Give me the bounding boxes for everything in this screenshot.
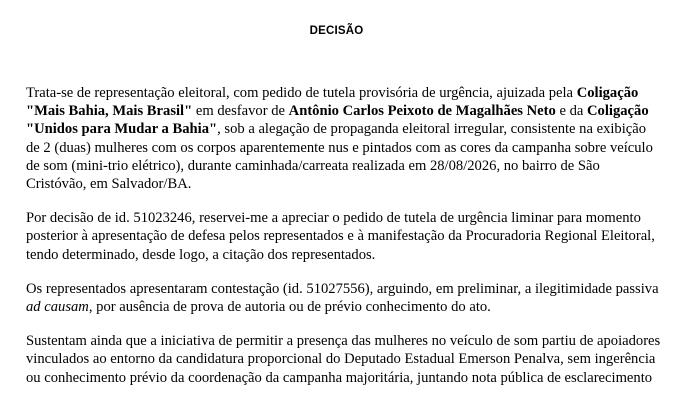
paragraph-1-party-coalition: Coligação "Mais Bahia, Mais Brasil": [26, 85, 639, 120]
paragraph-4: Sustentam ainda que a iniciativa de permitir a presença das mulheres no veículo de som partiu de apoiadores vinculados ao entorno da candidatura proporcional do Deputado Estadual Emerson Penalva, sem ingerência ou conhecimento prévio da coordenação da campanha majoritária, juntando nota pública de esclarecimento: [26, 333, 661, 386]
paragraph-1-text-a: Trata-se de representação eleitoral, com pedido de tutela provisória de urgência, ajuizada pela: [26, 85, 577, 101]
paragraph-1: [26, 84, 662, 193]
paragraph-3-text-a: Os representados apresentaram contestação (id. 51027556), arguindo, em preliminar, a ilegitimidade passiva: [26, 280, 659, 297]
paragraph-1-text-c: em desfavor de: [192, 103, 289, 120]
paragraph-3-text-c: , por ausência de prova de autoria ou de prévio conhecimento do ato.: [88, 299, 491, 316]
document-title: DECISÃO: [309, 25, 364, 37]
paragraph-1-respondent-coalition: Coligação "Unidos para Mudar a Bahia": [26, 103, 649, 138]
paragraph-1-text-e: e da: [555, 103, 587, 120]
document-body: [26, 84, 662, 403]
paragraph-1-respondent-name: Antônio Carlos Peixoto de Magalhães Neto: [288, 103, 556, 120]
paragraph-2: Por decisão de id. 51023246, reservei-me a apreciar o pedido de tutela de urgência liminar para momento posterior à apresentação de defesa pelos representados e à manifestação da Procuradoria Regional Eleitoral, tendo determinado, desde logo, a citação dos representados.: [26, 210, 655, 263]
paragraph-3: [26, 280, 662, 316]
paragraph-3-latin-term: ad causam: [26, 299, 89, 316]
paragraph-1-text-g: , sob a alegação de propaganda eleitoral irregular, consistente na exibição de 2 (duas) mulheres com os corpos aparentemente nus e pintados com as cores da campanha sobre veículo de som (mini-trio elétrico), durante caminhada/carreata realizada em 28/08/2026, no bairro de São Cristóvão, em Salvador/BA.: [26, 121, 653, 193]
